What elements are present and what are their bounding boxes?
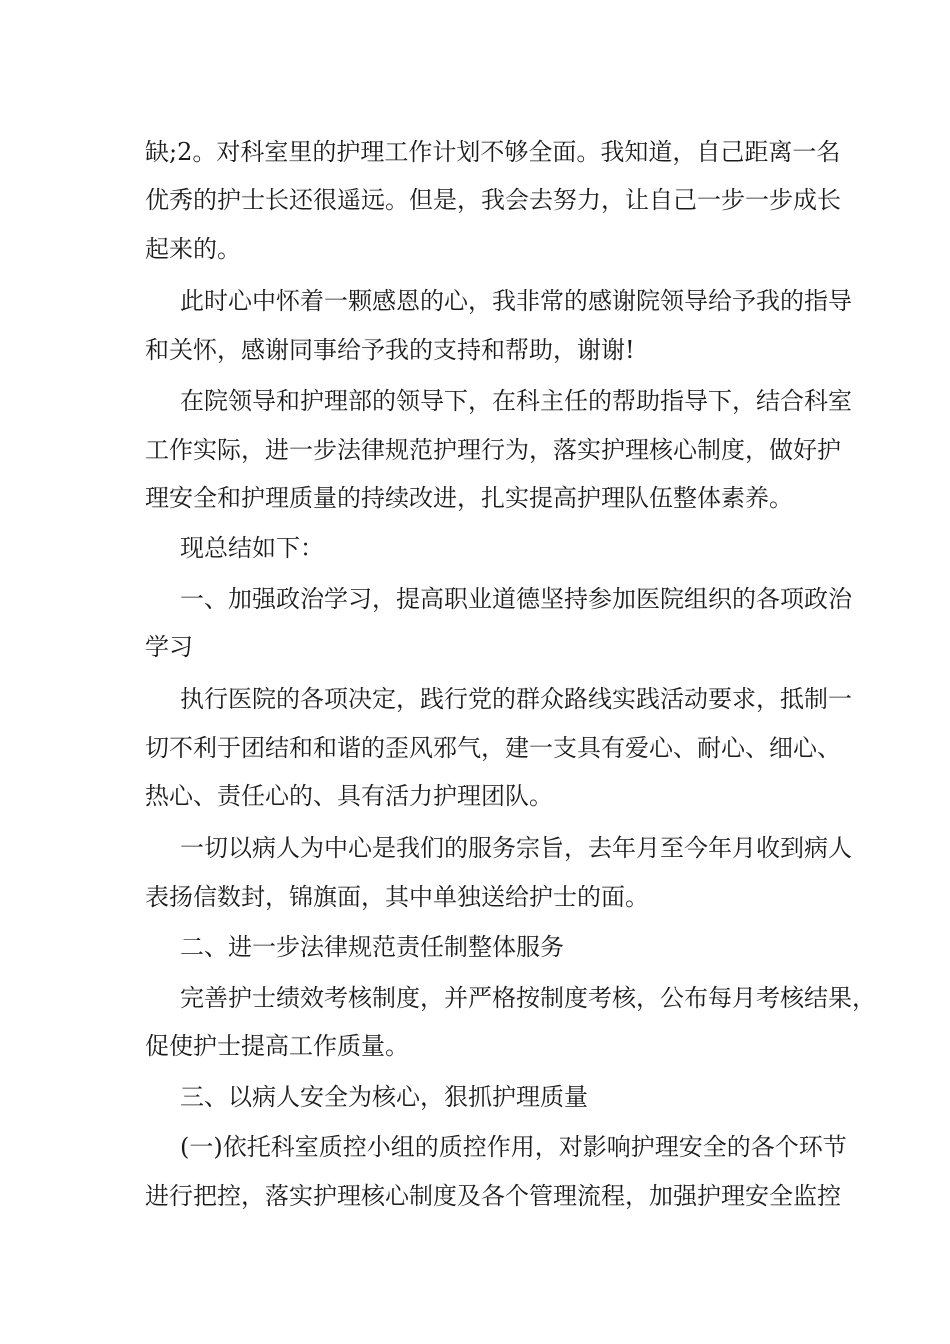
text-line: 缺;2。对科室里的护理工作计划不够全面。我知道，自己距离一名 bbox=[145, 138, 841, 166]
text-line: 和关怀，感谢同事给予我的支持和帮助，谢谢! bbox=[145, 336, 635, 364]
text-line: 进行把控，落实护理核心制度及各个管理流程，加强护理安全监控 bbox=[145, 1182, 841, 1210]
text-line: (一)依托科室质控小组的质控作用，对影响护理安全的各个环节 bbox=[180, 1133, 847, 1161]
text-line: 切不利于团结和和谐的歪风邪气，建一支具有爱心、耐心、细心、 bbox=[145, 734, 841, 762]
section-heading: 三、以病人安全为核心，狠抓护理质量 bbox=[180, 1083, 588, 1111]
text-line: 热心、责任心的、具有活力护理团队。 bbox=[145, 782, 553, 810]
text-line: 理安全和护理质量的持续改进，扎实提高护理队伍整体素养。 bbox=[145, 484, 793, 512]
text-line: 工作实际，进一步法律规范护理行为，落实护理核心制度，做好护 bbox=[145, 436, 841, 464]
text-line: 现总结如下： bbox=[180, 534, 324, 562]
text-line: 完善护士绩效考核制度，并严格按制度考核，公布每月考核结果， bbox=[180, 984, 876, 1012]
text-line: 表扬信数封，锦旗面，其中单独送给护士的面。 bbox=[145, 883, 649, 911]
text-line: 起来的。 bbox=[145, 235, 241, 263]
text-line: 一切以病人为中心是我们的服务宗旨，去年月至今年月收到病人 bbox=[180, 834, 852, 862]
section-heading: 二、进一步法律规范责任制整体服务 bbox=[180, 933, 564, 961]
section-heading: 一、加强政治学习，提高职业道德坚持参加医院组织的各项政治 bbox=[180, 585, 852, 613]
text-line: 促使护士提高工作质量。 bbox=[145, 1032, 409, 1060]
text-line: 此时心中怀着一颗感恩的心，我非常的感谢院领导给予我的指导 bbox=[180, 287, 852, 315]
section-heading: 学习 bbox=[145, 633, 193, 661]
text-line: 在院领导和护理部的领导下，在科主任的帮助指导下，结合科室 bbox=[180, 387, 852, 415]
text-line: 优秀的护士长还很遥远。但是，我会去努力，让自己一步一步成长 bbox=[145, 186, 841, 214]
text-line: 执行医院的各项决定，践行党的群众路线实践活动要求，抵制一 bbox=[180, 685, 852, 713]
